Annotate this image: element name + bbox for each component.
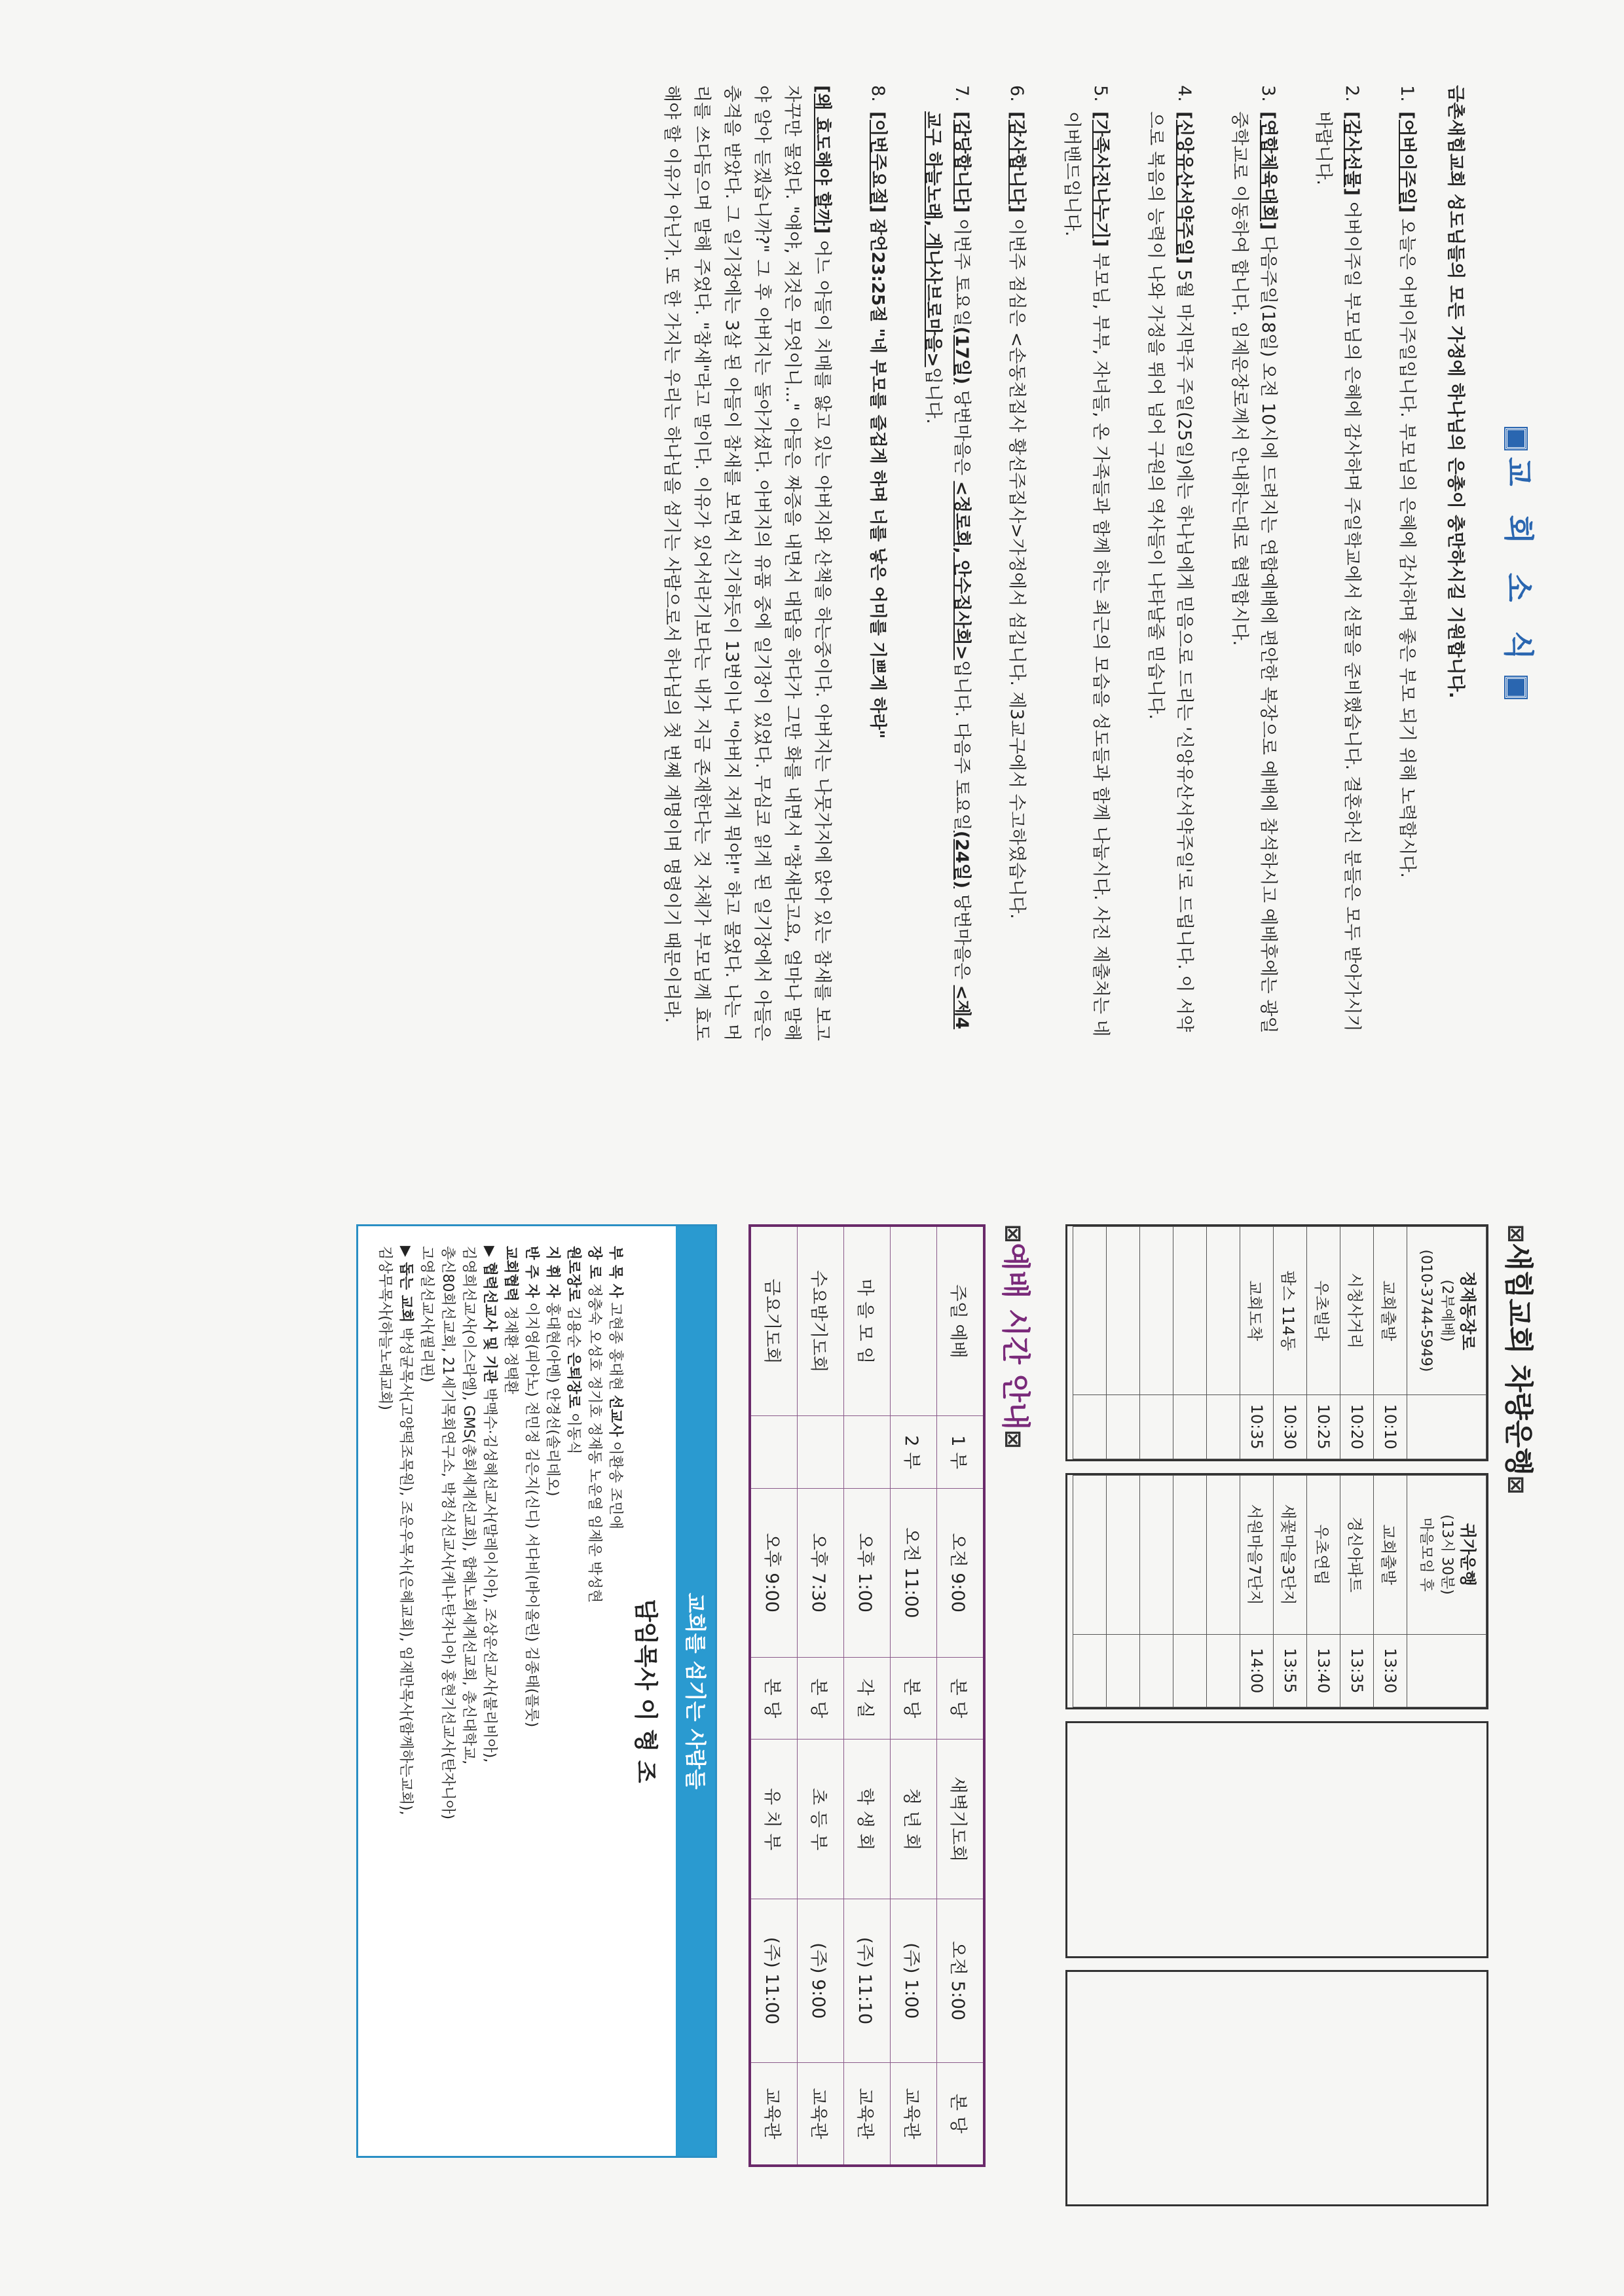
bus-route-empty xyxy=(1065,1721,1488,1958)
bus-stop-row xyxy=(1307,1227,1340,1459)
bus-schedule-section xyxy=(356,1224,1542,2206)
bus-stop: 새꽃마을3단지 xyxy=(1274,1475,1307,1634)
bus-stop-row xyxy=(1374,1475,1407,1707)
service-cell: (주) 9:00 xyxy=(798,1899,844,2062)
service-cell: (주) 1:00 xyxy=(891,1899,937,2062)
service-times-table xyxy=(748,1224,986,2167)
news-item-8: 8. [이번주요절] 잠언23:25절 "네 부모를 즐겁게 하며 너를 낳은 어미를 기쁘게 하라" xyxy=(868,85,888,739)
ornament-icon: ⊠ xyxy=(1503,1475,1529,1495)
bus-stop: 팜스 114동 xyxy=(1274,1227,1307,1395)
square-bullet-icon xyxy=(1506,677,1527,698)
service-cell: 교육관 xyxy=(891,2062,937,2166)
bus-grid xyxy=(1065,1224,1488,2206)
people-line: 교회협력 정재환 정택환 xyxy=(502,1246,519,1394)
ornament-icon: ⊠ xyxy=(1000,1430,1026,1449)
service-cell xyxy=(750,1416,798,1488)
news-item-5: 5. [가족사진나누기] 부모님, 부부, 자녀들, 온 가족들과 함께 하는 최근의 모습을 성도들과 함께 나눕시다. 사진 제출처는 네이버밴드입니다. xyxy=(1061,85,1111,1037)
people-line: 부 목 사 고현종 홍대현 선교사 이환송 조민애 xyxy=(607,1246,623,1529)
service-cell xyxy=(844,1416,891,1488)
bus-route-morning xyxy=(1065,1224,1488,1461)
bus-time: 13:55 xyxy=(1274,1634,1307,1707)
people-line: 반 주 자 이지영(피아노) 전민정 김은지(신디) 서다비(바이올린) 김종태(플룻) xyxy=(523,1246,540,1728)
bus-time: 13:35 xyxy=(1340,1634,1374,1707)
service-cell xyxy=(798,1416,844,1488)
service-row xyxy=(798,1226,844,2166)
bus-time: 13:40 xyxy=(1307,1634,1340,1707)
service-cell: 수요밤기도회 xyxy=(798,1226,844,1416)
service-cell: 본 당 xyxy=(891,1657,937,1739)
bus-route-head: 귀가운행 (13시 30분) 마을모임 후 xyxy=(1407,1475,1486,1634)
service-cell: 금요기도회 xyxy=(750,1226,798,1416)
news-intro: 금촌새힘교회 성도님들의 모든 가정에 하나님의 은총이 충만하시길 기원합니다. xyxy=(1445,85,1466,699)
people-line: 김상무목사(하늘노래교회) xyxy=(377,1246,393,1410)
service-cell: 본 당 xyxy=(798,1657,844,1739)
bus-stop: 시청사거리 xyxy=(1340,1227,1374,1395)
people-line: 지 휘 자 홍대현(아멘) 안경선(솔리데오) xyxy=(544,1246,561,1497)
ornament-icon: ⊠ xyxy=(1503,1224,1529,1243)
bus-stop-row xyxy=(1240,1227,1274,1459)
service-cell: 청 년 회 xyxy=(891,1740,937,1899)
bus-stop-row xyxy=(1274,1227,1307,1459)
service-cell: 유 치 부 xyxy=(750,1740,798,1899)
service-row xyxy=(937,1226,985,2166)
service-cell xyxy=(891,1226,937,1416)
service-cell: 주일 예배 xyxy=(937,1226,985,1416)
bus-stop: 교회출발 xyxy=(1374,1475,1407,1634)
bus-stop-row xyxy=(1307,1475,1340,1707)
service-cell: 본 당 xyxy=(937,1657,985,1739)
news-item-2: 2. [감사선물] 어버이주일 부모님의 은혜에 감사하며 주일학교에서 선물을 준비했습니다. 결혼하신 분들은 모두 받아가시기 바랍니다. xyxy=(1313,85,1362,1032)
service-cell: 학 생 회 xyxy=(844,1740,891,1899)
service-cell: 본 당 xyxy=(937,2062,985,2166)
service-cell: 본 당 xyxy=(750,1657,798,1739)
service-cell: 마 을 모 임 xyxy=(844,1226,891,1416)
church-people-box xyxy=(356,1224,717,2158)
service-row xyxy=(844,1226,891,2166)
people-line: 김영희선교사(이스라엘), GMS(총회세계선교회), 합혜노회세계선교회, 총신대학교, xyxy=(460,1246,477,1765)
bus-time: 10:25 xyxy=(1307,1394,1340,1459)
service-cell: 각 실 xyxy=(844,1657,891,1739)
news-item-4: 4. [신앙유산서약주일] 5월 마지막주 주일(25일)에는 하나님에게 믿음으로 드리는 '신앙유산서약주일'로 드립니다. 이 서약으로 복음의 능력이 나와 가정을 뛰어 넘어 구원의 역사들이 나타날줄 믿습니다. xyxy=(1145,85,1194,1032)
service-row xyxy=(891,1226,937,2166)
news-item-1: 1. [어버이주일] 오늘은 어버이주일입니다. 부모님의 은혜에 감사하며 좋은 부모 되기 위해 노력합시다. xyxy=(1397,85,1417,878)
service-cell: 오전 5:00 xyxy=(937,1899,985,2062)
church-news-section xyxy=(637,85,1542,1041)
service-cell: 오후 1:00 xyxy=(844,1488,891,1657)
square-bullet-icon xyxy=(1506,428,1527,449)
news-item-6: 6. [감사합니다] 이번주 점심은 <손동천집사 황선주집사>가정에서 섬깁니다. 제3교구에서 수고하였습니다. xyxy=(1006,85,1027,919)
service-cell: 2 부 xyxy=(891,1416,937,1488)
service-cell: 오후 7:30 xyxy=(798,1488,844,1657)
bus-stop: 서원마을7단지 xyxy=(1240,1475,1274,1634)
bus-time: 10:20 xyxy=(1340,1394,1374,1459)
bus-stop: 교회도착 xyxy=(1240,1227,1274,1395)
bus-title: ⊠새힘교회 차량운행⊠ xyxy=(1502,1224,1535,1495)
service-cell: 새벽기도회 xyxy=(937,1740,985,1899)
ornament-icon: ⊠ xyxy=(1000,1224,1026,1243)
service-cell: 초 등 부 xyxy=(798,1740,844,1899)
people-title: 교회를 섬기는 사람들 xyxy=(676,1226,715,2156)
bus-time: 10:35 xyxy=(1240,1394,1274,1459)
news-item-7: 7. [감당합니다] 이번주 토요일(17일) 당번마을은 <정로회, 안수집사회>입니다. 다음주 토요일(24일) 당번마을은 <제4교구 하늘노래, 게나사브로마을>입니다. xyxy=(923,85,972,1030)
service-times-section xyxy=(748,1224,1039,2206)
service-cell: 오전 11:00 xyxy=(891,1488,937,1657)
bus-stop-row xyxy=(1340,1227,1374,1459)
bus-time: 10:30 xyxy=(1274,1394,1307,1459)
bus-stop-row xyxy=(1374,1227,1407,1459)
service-row xyxy=(750,1226,798,2166)
people-line: 장 로 정충숙 오성호 정기호 정재동 노운열 임제운 박성현 xyxy=(586,1246,602,1603)
service-cell: 교육관 xyxy=(750,2062,798,2166)
senior-pastor: 담임목사 이 형 조 xyxy=(632,1599,659,1783)
people-line: ▶ 돕는 교회 박성균목사(고양떡조목원), 조운우목사(은혜교회), 임재만목사(함께하는교회), xyxy=(397,1246,414,1815)
news-title: 교 회 소 식 xyxy=(1499,85,1542,1041)
bus-stop: 우초연립 xyxy=(1307,1475,1340,1634)
bus-stop: 경신아파트 xyxy=(1340,1475,1374,1634)
service-cell: (주) 11:00 xyxy=(750,1899,798,2062)
service-cell: 교육관 xyxy=(798,2062,844,2166)
why-filial-piety-story: [왜 효도해야 할까] 어느 아들이 치매를 앓고 있는 아버지와 산책을 하는중이다. 아버지는 나뭇가지에 앉아 있는 참새를 보고 자꾸만 물었다. "얘야, 저것은 무엇이니..." 아들은 짜증을 내면서 대답을 하다가 그만 화를 내면서 "참새라고요, 얼마나 말해야 알아 듣겠습니까?" 그 후 아버지는 돌아가셨다. 아버지의 유품 중에 일기장이 있었다. 무심코 읽게 된 일기장에서 아들은 충격을 받았다. 그 일기장에는 3살 된 아들이 참새를 보면서 신기하듯이 13번이나 "아버지 저게 뭐야!" 하고 물었다. 나는 머리를 쓰다듬으며 말해 주었다. "참새"라고 말이다. 이유가 있어서라기보다는 내가 지금 존재한다는 것 자체가 부모님께 효도해야 할 이유가 아닌가. 또 한 가지는 우리는 하나님을 섬기는 사람으로서 하나님의 첫 번째 계명이며 명령이기 때문이리라. xyxy=(661,85,832,1041)
people-line: 고영실선교사(필리핀) xyxy=(418,1246,435,1383)
bus-stop: 교회출발 xyxy=(1374,1227,1407,1395)
bus-route-head: 정재동장로 (2부예배) (010-3744-5949) xyxy=(1407,1227,1486,1395)
people-list xyxy=(358,1226,625,2156)
service-cell: (주) 11:10 xyxy=(844,1899,891,2062)
people-line: ▶ 협력선교사 및 기관 박맥수·김성혜선교사(말레이시아), 조상운선교사(불리비아), xyxy=(481,1246,498,1763)
bus-stop-row xyxy=(1340,1475,1374,1707)
bus-time: 10:10 xyxy=(1374,1394,1407,1459)
service-cell: 1 부 xyxy=(937,1416,985,1488)
news-item-3: 3. [연합체육대회] 다음주일(18일) 오전 10시에 드려지는 연합예배에 편안한 복장으로 예배에 참석하시고 예배후에는 광일중학교로 이동하여 합니다. 임제운장로께서 안내하는대로 협력합시다. xyxy=(1229,85,1278,1034)
people-line: 원로장로 김용순 은퇴장로 이동식 xyxy=(565,1246,581,1455)
service-cell: 교육관 xyxy=(844,2062,891,2166)
bus-time: 13:30 xyxy=(1374,1634,1407,1707)
bus-stop: 우초빌라 xyxy=(1307,1227,1340,1395)
bus-time: 14:00 xyxy=(1240,1634,1274,1707)
service-times-title: ⊠예배 시간 안내⊠ xyxy=(999,1224,1032,1449)
bus-route-empty xyxy=(1065,1970,1488,2207)
bus-stop-row xyxy=(1274,1475,1307,1707)
people-line: 총신80회선교회, 21세기목회연구소, 박정식선교사(케냐·탄자니아) 홍현기선교사(탄자니아) xyxy=(439,1246,456,1820)
bus-route-return xyxy=(1065,1473,1488,1710)
service-cell: 오전 9:00 xyxy=(937,1488,985,1657)
bus-stop-row xyxy=(1240,1475,1274,1707)
service-cell: 오후 9:00 xyxy=(750,1488,798,1657)
